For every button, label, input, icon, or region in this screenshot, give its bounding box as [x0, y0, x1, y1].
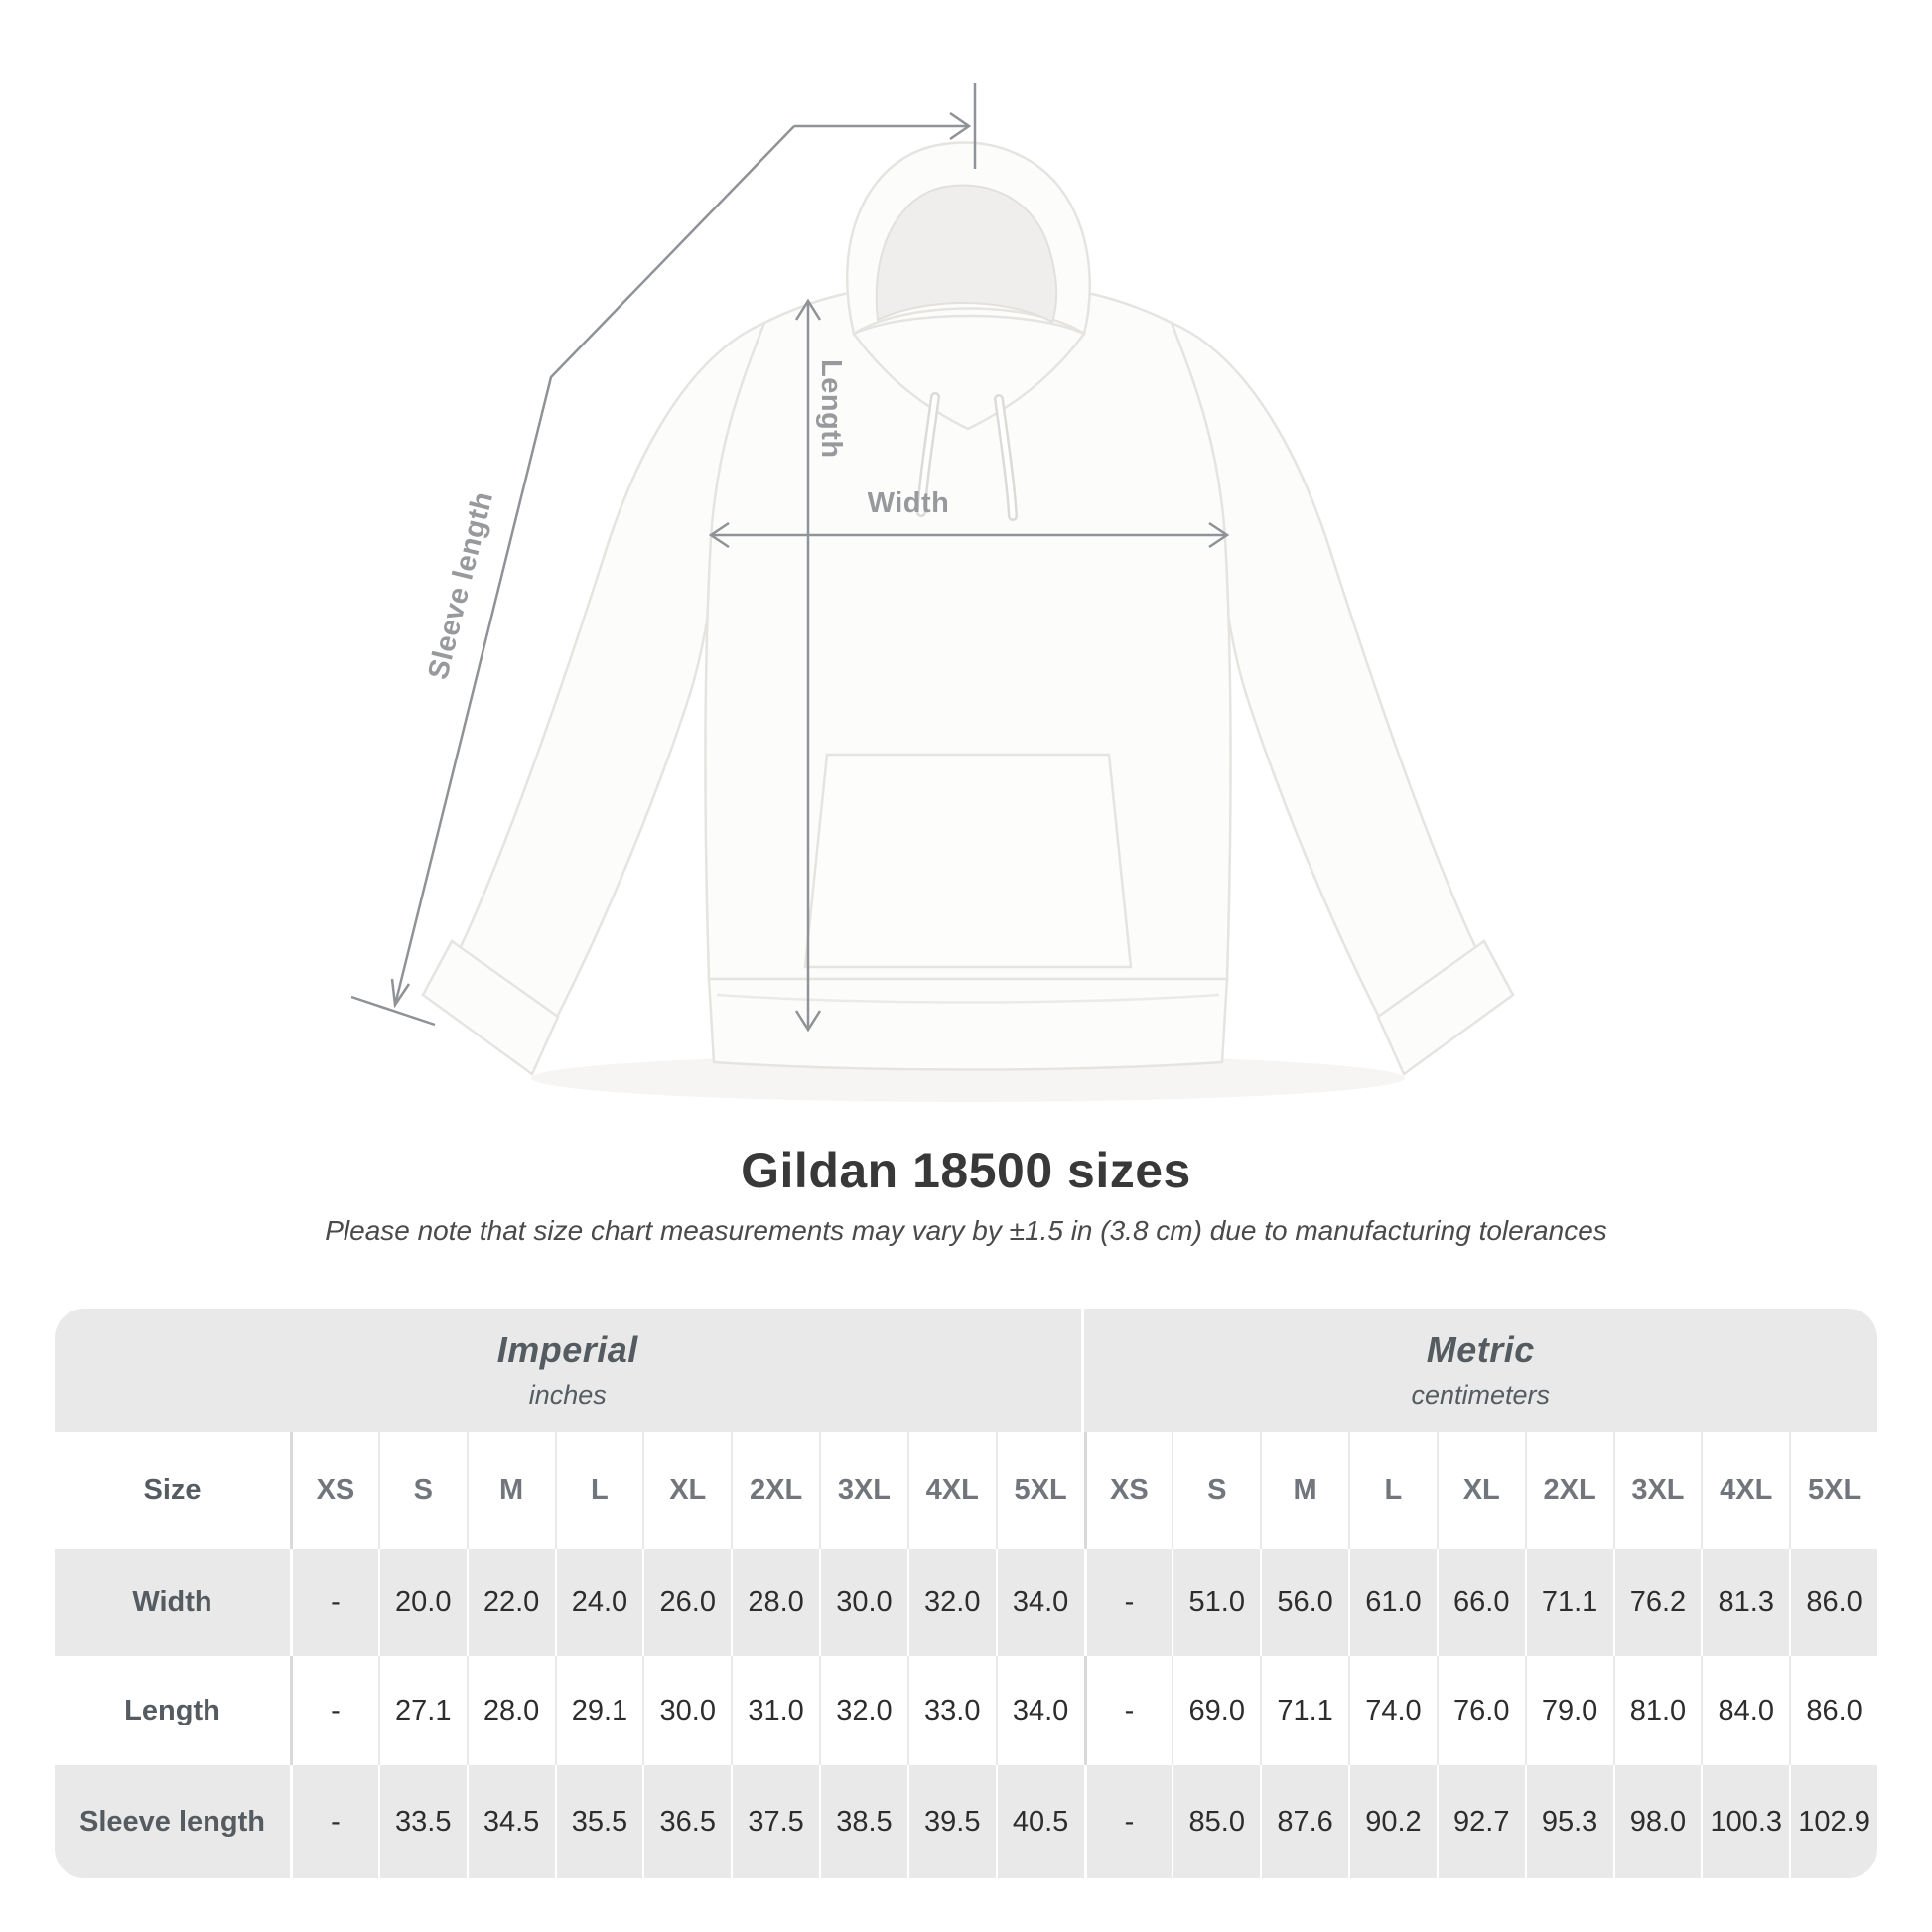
value-cell: 100.3 [1701, 1765, 1789, 1878]
metric-label: Metric [1426, 1329, 1535, 1370]
value-cell: 98.0 [1613, 1765, 1702, 1878]
value-cell: 34.0 [996, 1549, 1084, 1656]
metric-unit: centimeters [1411, 1380, 1551, 1410]
value-cell: 86.0 [1789, 1656, 1877, 1765]
size-col-header: L [1348, 1432, 1437, 1549]
size-column-title: Size [55, 1432, 290, 1549]
page-title: Gildan 18500 sizes [741, 1143, 1191, 1198]
value-cell: 27.1 [378, 1656, 467, 1765]
size-table [55, 1309, 1877, 1878]
value-cell: 86.0 [1789, 1549, 1877, 1656]
size-col-header: 5XL [1789, 1432, 1877, 1549]
size-col-header: 3XL [1613, 1432, 1702, 1549]
value-cell: 34.0 [996, 1656, 1084, 1765]
row-label-width: Width [55, 1549, 290, 1656]
value-cell: 38.5 [819, 1765, 907, 1878]
value-cell: 33.0 [907, 1656, 996, 1765]
size-col-header: 3XL [819, 1432, 907, 1549]
hoodie-illustration [423, 143, 1513, 1102]
length-label: Length [815, 359, 847, 459]
value-cell: 36.5 [642, 1765, 731, 1878]
value-cell: 56.0 [1260, 1549, 1348, 1656]
value-cell: 22.0 [467, 1549, 555, 1656]
sleeve-length-label: Sleeve length [422, 488, 500, 683]
value-cell: 31.0 [731, 1656, 819, 1765]
size-col-header: 2XL [1525, 1432, 1613, 1549]
value-cell: 32.0 [819, 1656, 907, 1765]
value-cell: 74.0 [1348, 1656, 1437, 1765]
size-col-header: M [1260, 1432, 1348, 1549]
value-cell: 40.5 [996, 1765, 1084, 1878]
value-cell: 35.5 [555, 1765, 643, 1878]
value-cell: 39.5 [907, 1765, 996, 1878]
value-cell: 87.6 [1260, 1765, 1348, 1878]
value-cell: 37.5 [731, 1765, 819, 1878]
value-cell: - [1084, 1765, 1173, 1878]
value-cell: 33.5 [378, 1765, 467, 1878]
value-cell: 79.0 [1525, 1656, 1613, 1765]
value-cell: 30.0 [819, 1549, 907, 1656]
value-cell: 90.2 [1348, 1765, 1437, 1878]
value-cell: 71.1 [1525, 1549, 1613, 1656]
value-cell: 71.1 [1260, 1656, 1348, 1765]
size-col-header: S [1172, 1432, 1260, 1549]
metric-section-header [1084, 1309, 1878, 1432]
tolerance-note: Please note that size chart measurements may vary by ±1.5 in (3.8 cm) due to manufacturing tolerances [325, 1215, 1607, 1246]
value-cell: 26.0 [642, 1549, 731, 1656]
hoodie-hem-band [709, 979, 1227, 1070]
size-col-header: L [555, 1432, 643, 1549]
value-cell: 66.0 [1437, 1549, 1525, 1656]
value-cell: 81.3 [1701, 1549, 1789, 1656]
value-cell: 61.0 [1348, 1549, 1437, 1656]
imperial-label: Imperial [496, 1329, 638, 1370]
value-cell: 69.0 [1172, 1656, 1260, 1765]
size-col-header: 5XL [996, 1432, 1084, 1549]
value-cell: 28.0 [731, 1549, 819, 1656]
kangaroo-pocket [805, 755, 1131, 967]
value-cell: 84.0 [1701, 1656, 1789, 1765]
size-col-header: 4XL [1701, 1432, 1789, 1549]
imperial-section-header [55, 1309, 1084, 1432]
value-cell: 29.1 [555, 1656, 643, 1765]
imperial-unit: inches [528, 1380, 607, 1410]
value-cell: - [290, 1549, 378, 1656]
size-col-header: 2XL [731, 1432, 819, 1549]
value-cell: 32.0 [907, 1549, 996, 1656]
value-cell: - [1084, 1549, 1173, 1656]
value-cell: 34.5 [467, 1765, 555, 1878]
width-label: Width [867, 487, 950, 519]
value-cell: - [290, 1656, 378, 1765]
value-cell: 28.0 [467, 1656, 555, 1765]
value-cell: - [290, 1765, 378, 1878]
value-cell: 102.9 [1789, 1765, 1877, 1878]
size-col-header: XS [290, 1432, 378, 1549]
size-col-header: XL [1437, 1432, 1525, 1549]
value-cell: 20.0 [378, 1549, 467, 1656]
value-cell: 81.0 [1613, 1656, 1702, 1765]
value-cell: 76.0 [1437, 1656, 1525, 1765]
value-cell: 92.7 [1437, 1765, 1525, 1878]
size-col-header: 4XL [907, 1432, 996, 1549]
value-cell: 30.0 [642, 1656, 731, 1765]
row-label-length: Length [55, 1656, 290, 1765]
value-cell: - [1084, 1656, 1173, 1765]
value-cell: 85.0 [1172, 1765, 1260, 1878]
size-col-header: XL [642, 1432, 731, 1549]
value-cell: 51.0 [1172, 1549, 1260, 1656]
size-col-header: M [467, 1432, 555, 1549]
size-col-header: S [378, 1432, 467, 1549]
row-label-sleeve-length: Sleeve length [55, 1765, 290, 1878]
size-col-header: XS [1084, 1432, 1173, 1549]
value-cell: 95.3 [1525, 1765, 1613, 1878]
value-cell: 24.0 [555, 1549, 643, 1656]
value-cell: 76.2 [1613, 1549, 1702, 1656]
